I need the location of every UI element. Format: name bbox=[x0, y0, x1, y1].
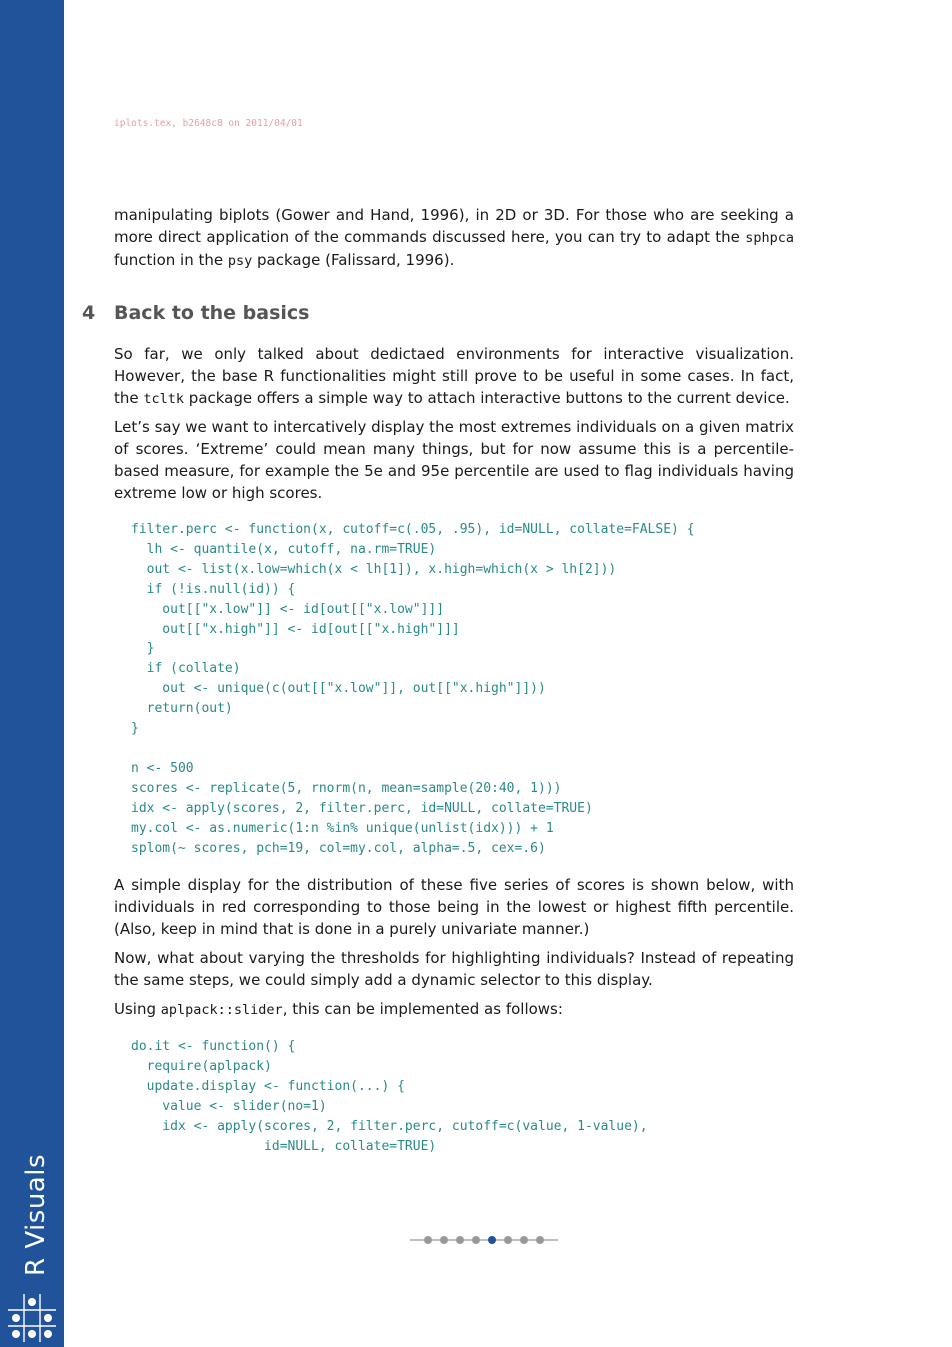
intro-paragraph: manipulating biplots (Gower and Hand, 1996), in 2D or 3D. For those who are seeking a more direct application of the commands discussed here, you can try to adapt the sphpca function in the psy package (Falissard, 1996). bbox=[114, 206, 794, 269]
header-note: iplots.tex, b2648c8 on 2011/04/01 bbox=[114, 118, 303, 129]
sidebar bbox=[0, 0, 64, 1347]
pager-dot[interactable] bbox=[472, 1236, 480, 1244]
page-navigation[interactable] bbox=[410, 1232, 558, 1248]
paragraph-5: Using aplpack::slider, this can be implemented as follows: bbox=[114, 1000, 563, 1018]
inline-code: tcltk bbox=[143, 391, 185, 407]
section-number: 4 bbox=[82, 302, 96, 324]
section-heading bbox=[82, 302, 310, 324]
sidebar-title: R Visuals bbox=[21, 1154, 51, 1276]
code-block-1: filter.perc <- function(x, cutoff=c(.05, .95), id=NULL, collate=FALSE) { lh <- quantile(x, cutoff, na.rm=TRUE) out <- list(x.low=which(x < lh[1]), x.high=which(x > lh[2])) if (!is.null(id)) { out[["x.low"]] <- id[out[["x.low"]]] out[["x.high"]] <- id[out[["x.high"]]] } if (collate) out <- unique(c(out[["x.low"]], out[["x.high"]])) return(out) } n <- 500 scores <- replicate(5, rnorm(n, mean=sample(20:40, 1))) idx <- apply(scores, 2, filter.perc, id=NULL, collate=TRUE) my.col <- as.numeric(1:n %in% unique(unlist(idx))) + 1 splom(~ scores, pch=19, col=my.col, alpha=.5, cex=.6) bbox=[131, 522, 695, 856]
pager-dot[interactable] bbox=[424, 1236, 432, 1244]
logo-icon bbox=[8, 1294, 56, 1342]
pager-dot[interactable] bbox=[504, 1236, 512, 1244]
pager-dot-current[interactable] bbox=[488, 1236, 496, 1244]
pager-dot[interactable] bbox=[536, 1236, 544, 1244]
paragraph-4: Now, what about varying the thresholds for highlighting individuals? Instead of repeating the same steps, we could simply add a dynamic selector to this display. bbox=[114, 949, 794, 989]
paragraph-3: A simple display for the distribution of these five series of scores is shown below, with individuals in red corresponding to those being in the lowest or highest fifth percentile. (Also, keep in mind that is done in a purely univariate manner.) bbox=[114, 876, 794, 938]
inline-code: sphpca bbox=[745, 230, 794, 246]
pager-dot[interactable] bbox=[456, 1236, 464, 1244]
inline-code: aplpack::slider bbox=[160, 1002, 283, 1018]
section-title: Back to the basics bbox=[114, 302, 310, 324]
inline-code: psy bbox=[227, 253, 253, 269]
paragraph-2: Let’s say we want to intercatively display the most extremes individuals on a given matrix of scores. ‘Extreme’ could mean many things, but for now assume this is a percentile-based measure, for example the 5e and 95e percentile are used to flag individuals having extreme low or high scores. bbox=[114, 418, 794, 502]
pager-dot[interactable] bbox=[440, 1236, 448, 1244]
pager-dot[interactable] bbox=[520, 1236, 528, 1244]
code-block-2: do.it <- function() { require(aplpack) update.display <- function(...) { value <- slider(no=1) idx <- apply(scores, 2, filter.perc, cutoff=c(value, 1-value), id=NULL, collate=TRUE) bbox=[131, 1039, 648, 1154]
paragraph-1: So far, we only talked about dedictaed environments for interactive visualization. However, the base R functionalities might still prove to be useful in some cases. In fact, the tcltk package offers a simple way to attach interactive buttons to the current device. bbox=[114, 345, 794, 407]
